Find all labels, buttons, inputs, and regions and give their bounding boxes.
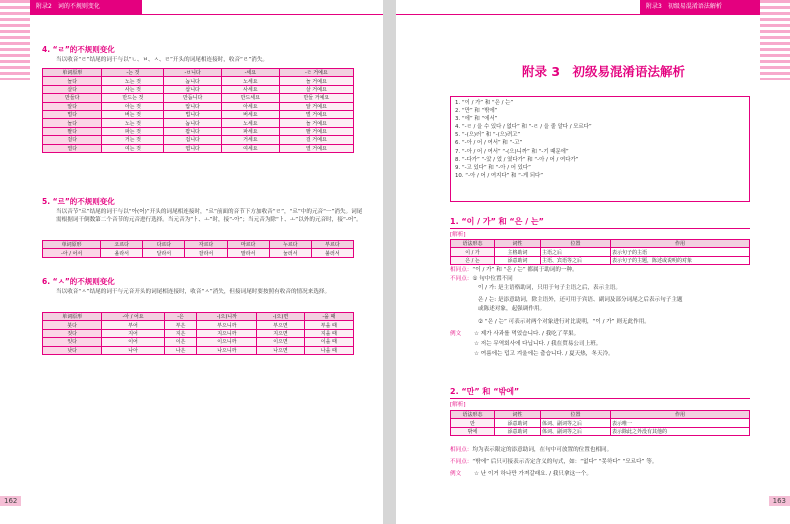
index-item: 2. “만” 和 “밖에” [455, 108, 498, 115]
left-header: 附录2 词的不规则变化 [30, 0, 142, 14]
table-cell: 알 거예요 [279, 102, 353, 110]
section-title: 5. “르”的不规则变化 [42, 197, 115, 206]
diff-point: 不同点：“밖에” 后只可接表示否定含义的句式，如：“없다” “못하다” “모르다” 等。 [450, 459, 658, 465]
table-cell: 놀 거예요 [279, 77, 353, 85]
right-header: 附录3 初级易混淆语法解析 [640, 0, 760, 14]
section-text: 当以音节“르”结尾的词干与以“아(어)”开头的词尾相连接时，“르”前面的音节下方加收音“ㄹ”，“르”中的元音“ㅡ”消失。词尾需根据词干倒数第二个音节的元音进行选择。当元音为“ㅏ、ㅗ”时，接“-아”；当元音为除“ㅏ、ㅗ”以外的元音时，接“-어”。 [56, 209, 363, 224]
table-cell: 이어 [102, 338, 164, 346]
same-point: 相同点：“이 / 가” 和 “은 / 는” 都属于助词的一种。 [450, 267, 578, 273]
same-point: 相同点：均为表示限定的添意助词，在句中可放置的位置也相同。 [450, 447, 613, 453]
table-row [43, 144, 354, 152]
table-cell: 여세요 [221, 144, 279, 152]
example-sentence: ☆ 난 이거 하나만 가져갈래요. / 我只拿这一个。 [474, 471, 592, 477]
header-rule [30, 14, 383, 15]
table-header-row: 单词原形 -아 / 어요 -은 -(으)니까 -(으)면 -을 때 [43, 313, 354, 321]
table-cell: 걸 거예요 [279, 136, 353, 144]
table-cell: 알다 [43, 102, 102, 110]
decorative-stripes [760, 0, 790, 80]
table-cell: 만드는 것 [102, 94, 164, 102]
table-cell: 압니다 [164, 102, 222, 110]
table-cell: 법니다 [164, 110, 222, 118]
table-cell: 엽니다 [164, 144, 222, 152]
table-cell: 나을 때 [304, 346, 353, 354]
decorative-stripes [0, 0, 30, 80]
table-cell: 팝니다 [164, 127, 222, 135]
analysis-tag: [解析] [450, 232, 466, 238]
table-cell: 만들다 [43, 94, 102, 102]
table-cell: 거는 것 [102, 136, 164, 144]
table-row [43, 136, 354, 144]
diff-detail: 或陈述对象，起强调作用。 [478, 306, 546, 312]
table-cell: 파세요 [221, 127, 279, 135]
table-cell: 버세요 [221, 110, 279, 118]
table-cell: 이으면 [257, 338, 304, 346]
table-row [43, 94, 354, 102]
diff-point: 不同点：① 句中位置不同 [450, 276, 513, 282]
index-item: 5. “-(으)러” 和 “-(으)려고” [455, 132, 521, 139]
table-cell: 부을 때 [304, 321, 353, 329]
diff-detail: 은 / 는: 是添意助词，除主语外，还可用于宾语、副词及部分词尾之后表示句子主题 [478, 297, 683, 303]
table-cell: 낫다 [43, 346, 102, 354]
table-row: 은 / 는 添意助词 主语、宾语等之后 表示句子的主题，陈述或说明的对象 [451, 256, 750, 264]
example-sentence: ☆ 여름에는 덥고 겨울에는 춥습니다. / 夏天热，冬天冷。 [474, 351, 614, 357]
example-sentence: ☆ 제가 사과를 먹었습니다. / 我吃了苹果。 [474, 331, 580, 337]
table-cell: 놉니다 [164, 119, 222, 127]
table-cell: 여는 것 [102, 144, 164, 152]
table-cell: 나으면 [257, 346, 304, 354]
table-row: 이 / 가 主格助词 主语之后 表示句子的主语 [451, 248, 750, 256]
section-title: 4. “ㄹ”的不规则变化 [42, 45, 115, 54]
table-row [43, 77, 354, 85]
table-cell: 살다 [43, 85, 102, 93]
table-cell: 팔다 [43, 127, 102, 135]
table-cell: 부으니까 [197, 321, 257, 329]
table-cell: 이을 때 [304, 338, 353, 346]
table-cell: 노세요 [221, 77, 279, 85]
example-label: 例文 [450, 331, 462, 337]
diff-detail: 이 / 가: 是主语格助词，只用于句子主语之后，表示主语。 [478, 285, 621, 291]
page-title: 附录 3 初级易混淆语法解析 [522, 64, 686, 79]
example-sentence: ☆ 저는 무역회사에 다닙니다. / 我在贸易公司上班。 [474, 341, 602, 347]
index-item: 4. “-ㄹ / 을 수 있다 / 없다” 和 “-ㄹ / 을 줄 알다 / 모르다” [455, 124, 592, 131]
table-cell: 지어 [102, 329, 164, 337]
table-cell: 팔 거예요 [279, 127, 353, 135]
grammar-title: 1. “이 / 가” 和 “은 / 는” [450, 217, 544, 226]
table-row [43, 329, 354, 337]
table-row [43, 127, 354, 135]
section-rule [450, 228, 750, 229]
table-row [43, 119, 354, 127]
table-cell: 아는 것 [102, 102, 164, 110]
index-item: 6. “-아 / 어 / 여서” 和 “-고” [455, 140, 523, 147]
grammar-table [450, 410, 750, 436]
index-item: 3. “에” 和 “에서” [455, 116, 498, 123]
table-cell: 지으니까 [197, 329, 257, 337]
table-cell: 나은 [164, 346, 197, 354]
table-cell: 나아 [102, 346, 164, 354]
table-cell: 걸다 [43, 136, 102, 144]
table-cell: 살 거예요 [279, 85, 353, 93]
table-cell: 거세요 [221, 136, 279, 144]
section-title: 6. “ㅅ”的不规则变化 [42, 277, 115, 286]
table-header-row: 语法形态 词性 位置 作用 [451, 411, 750, 419]
table-row [43, 321, 354, 329]
table-cell: 사는 것 [102, 85, 164, 93]
index-item: 9. “-고 있다” 和 “-아 / 어 있다” [455, 164, 531, 171]
table-header-row: 单词原形 -는 것 -ㅂ니다 -세요 -ㄹ 거예요 [43, 69, 354, 77]
table-cell: 놉니다 [164, 77, 222, 85]
table-cell: 겁니다 [164, 136, 222, 144]
table-cell: 삽니다 [164, 85, 222, 93]
index-item: 1. “이 / 가” 和 “은 / 는” [455, 100, 514, 106]
table-cell: 열다 [43, 144, 102, 152]
left-page [0, 0, 383, 524]
table-row: 만 添意助词 体词、副词等之后 表示唯一 [451, 419, 750, 427]
table-cell: 사세요 [221, 85, 279, 93]
table-cell: 지은 [164, 329, 197, 337]
table-cell: 지으면 [257, 329, 304, 337]
table-cell: 노는 것 [102, 119, 164, 127]
table-cell: 아세요 [221, 102, 279, 110]
table-row [43, 346, 354, 354]
table-cell: 붓다 [43, 321, 102, 329]
section-text: 当以收音“ㅅ”结尾的词干与元音开头的词尾相连接时，收音“ㅅ”消失，但接词尾时要按照有收音的情况来选择。 [56, 289, 331, 295]
page-number: 162 [0, 496, 21, 506]
diff-detail: ② “은 / 는” 可表示对两个对象进行对比说明，“이 / 가” 则无此作用。 [478, 319, 650, 325]
table-cell: 부어 [102, 321, 164, 329]
table-cell: 나으니까 [197, 346, 257, 354]
table-row [43, 102, 354, 110]
table-header-row: 单词原形 오르다 다르다 자르다 마르다 누르다 부르다 [43, 241, 354, 249]
table-reu-irregular [42, 240, 354, 258]
table-cell: 버는 것 [102, 110, 164, 118]
table-cell: 노는 것 [102, 77, 164, 85]
table-row: -아 / 어서 올라서 달라서 잘라서 말라서 눌러서 불러서 [43, 249, 354, 257]
grammar-table [450, 239, 750, 265]
table-cell: 노세요 [221, 119, 279, 127]
index-item: 10. “-아 / 어 / 여지다” 和 “-게 되다” [455, 172, 544, 179]
table-header-row: 语法形态 词性 位置 作用 [451, 240, 750, 248]
table-cell: 잇다 [43, 338, 102, 346]
table-cell: 지을 때 [304, 329, 353, 337]
analysis-tag: [解析] [450, 402, 466, 408]
table-cell: 만듭니다 [164, 94, 222, 102]
table-row [43, 110, 354, 118]
table-cell: 짓다 [43, 329, 102, 337]
right-page [396, 0, 790, 524]
table-cell: 이으니까 [197, 338, 257, 346]
table-cell: 벌 거예요 [279, 110, 353, 118]
grammar-title: 2. “만” 和 “밖에” [450, 387, 520, 396]
table-cell: 놀다 [43, 119, 102, 127]
table-row [43, 338, 354, 346]
index-item: 8. “-다가” “-았 / 었 / 였다가” 和 “-아 / 어 / 여다가” [455, 156, 579, 163]
table-r-irregular [42, 68, 354, 153]
table-cell: 이은 [164, 338, 197, 346]
section-text: 当以收音“ㄹ”结尾的词干与以“ㄴ、ㅂ、ㅅ、ㄹ”开头的词尾相连接时，收音“ㄹ”消失。 [56, 57, 269, 63]
header-rule [396, 14, 760, 15]
table-cell: 만들 거예요 [279, 94, 353, 102]
table-cell: 만드세요 [221, 94, 279, 102]
example-label: 例文 [450, 471, 462, 477]
table-s-irregular [42, 312, 354, 355]
table-cell: 부으면 [257, 321, 304, 329]
table-cell: 벌다 [43, 110, 102, 118]
table-cell: 열 거예요 [279, 144, 353, 152]
table-cell: 놀다 [43, 77, 102, 85]
index-item: 7. “-아 / 어 / 여서” “-(으)니까” 和 “-기 때문에” [455, 148, 569, 155]
section-rule [450, 398, 750, 399]
table-row: 밖에 添意助词 体词、副词等之后 表示除此之外没有其他的 [451, 427, 750, 435]
table-row [43, 85, 354, 93]
table-cell: 파는 것 [102, 127, 164, 135]
table-cell: 부은 [164, 321, 197, 329]
table-cell: 놀 거예요 [279, 119, 353, 127]
grammar-index-box [450, 96, 750, 202]
page-number: 163 [769, 496, 790, 506]
